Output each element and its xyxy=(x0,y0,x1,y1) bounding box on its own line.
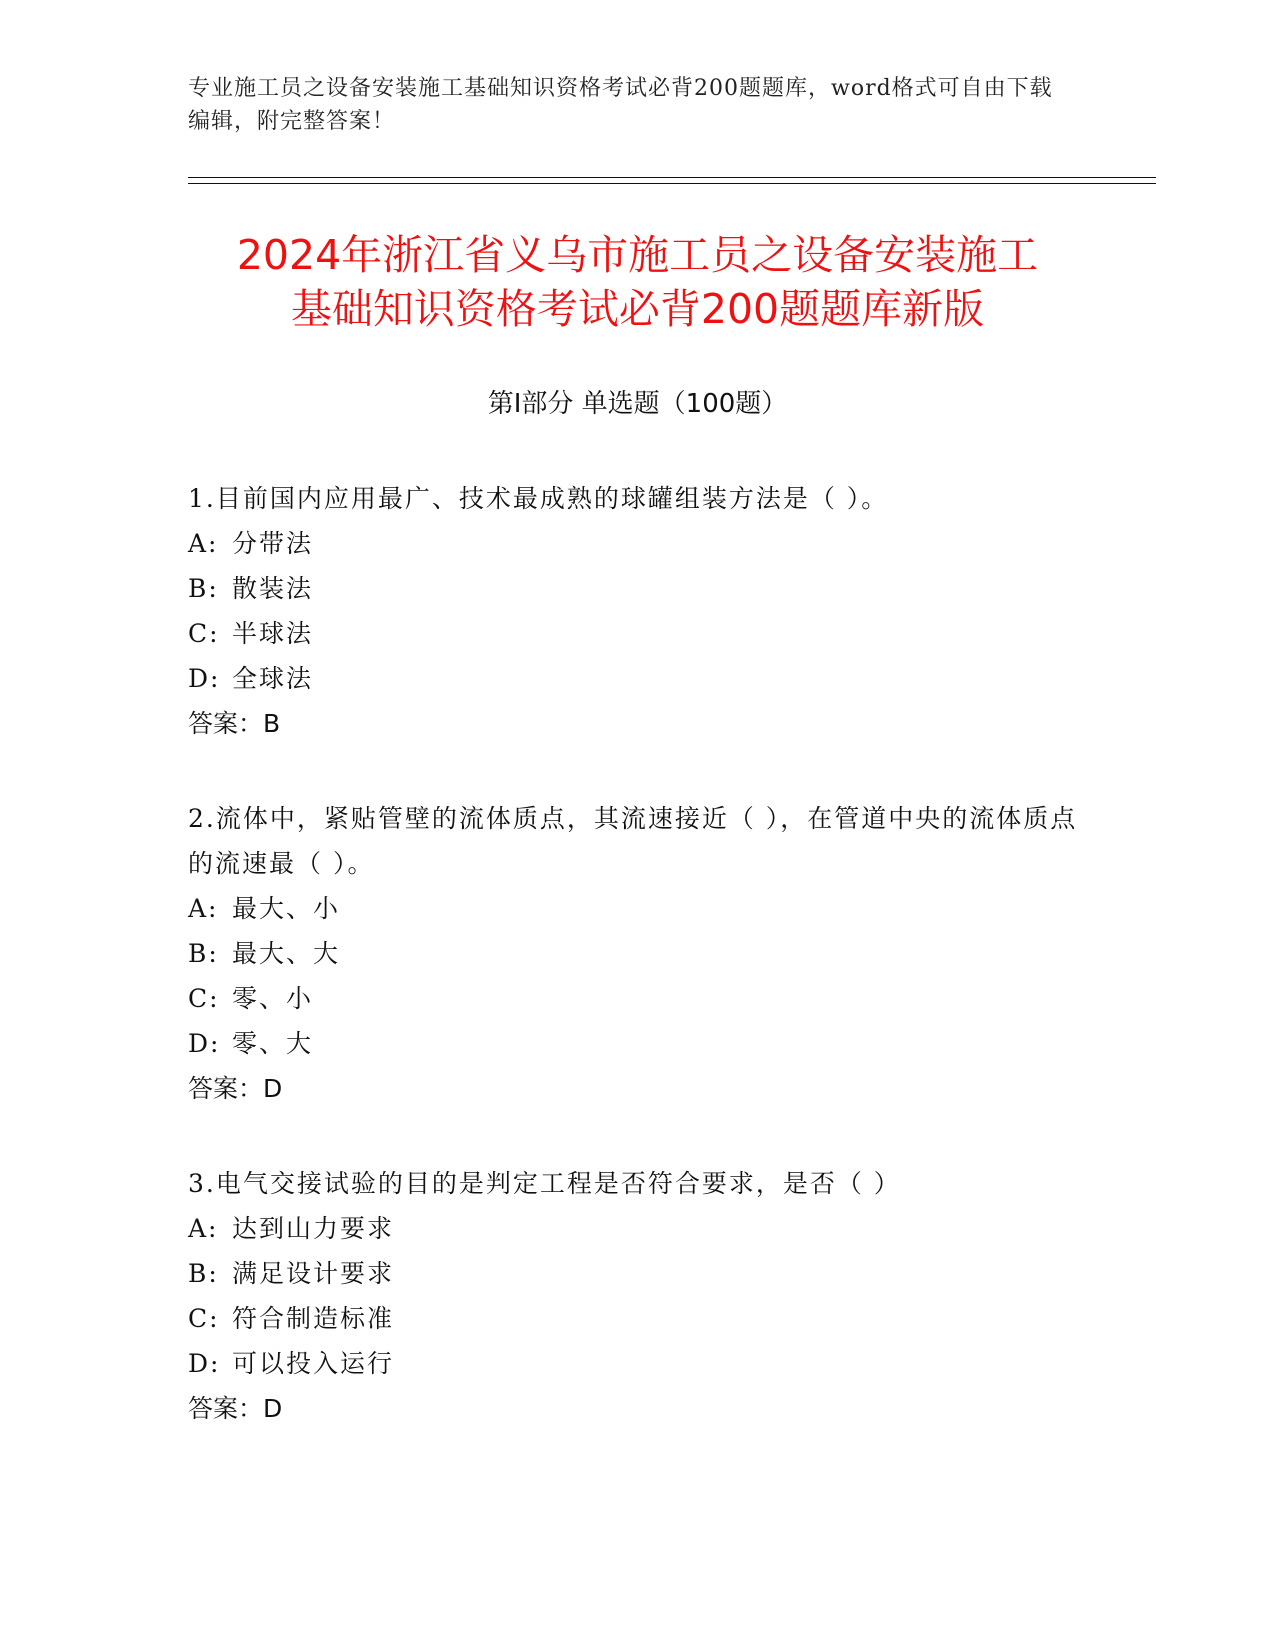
option-text: 满足设计要求 xyxy=(232,1259,395,1288)
option-c xyxy=(188,1296,1088,1341)
answer-label: 答案： xyxy=(188,709,264,738)
option-text: 全球法 xyxy=(232,664,314,693)
option-text: 最大、小 xyxy=(232,894,341,923)
question-stem: 3.电气交接试验的目的是判定工程是否符合要求，是否（ ） xyxy=(188,1169,901,1198)
question-3 xyxy=(188,1161,1088,1431)
option-b xyxy=(188,1251,1088,1296)
answer-line xyxy=(188,1386,1088,1431)
option-key: A: xyxy=(188,529,219,558)
option-b xyxy=(188,931,1088,976)
question-stem: 1.目前国内应用最广、技术最成熟的球罐组装方法是（ ）。 xyxy=(188,484,889,513)
option-key: A: xyxy=(188,1214,219,1243)
option-d xyxy=(188,656,1088,701)
answer-value: D xyxy=(263,1394,283,1423)
option-key: C: xyxy=(188,1304,220,1333)
header-note: 专业施工员之设备安装施工基础知识资格考试必背200题题库，word格式可自由下载编辑，附完整答案！ xyxy=(188,76,1053,134)
question-list xyxy=(188,476,1088,1481)
option-key: B: xyxy=(188,939,219,968)
document-title-line-1: 2024年浙江省义乌市施工员之设备安装施工 xyxy=(236,231,1039,279)
option-text: 符合制造标准 xyxy=(232,1304,395,1333)
answer-label: 答案： xyxy=(188,1394,264,1423)
option-c xyxy=(188,976,1088,1021)
answer-line xyxy=(188,701,1088,746)
option-a xyxy=(188,1206,1088,1251)
option-text: 零、大 xyxy=(232,1029,314,1058)
option-d xyxy=(188,1341,1088,1386)
question-stem: 2.流体中，紧贴管壁的流体质点，其流速接近（ ），在管道中央的流体质点的流速最（ ）。 xyxy=(188,804,1078,878)
option-text: 分带法 xyxy=(232,529,314,558)
option-key: D: xyxy=(188,1029,221,1058)
question-1 xyxy=(188,476,1088,746)
option-d xyxy=(188,1021,1088,1066)
option-text: 散装法 xyxy=(232,574,314,603)
question-2 xyxy=(188,796,1088,1111)
option-text: 可以投入运行 xyxy=(232,1349,395,1378)
option-text: 半球法 xyxy=(232,619,314,648)
document-title-line-2: 基础知识资格考试必背200题题库新版 xyxy=(290,285,985,333)
answer-line xyxy=(188,1066,1088,1111)
option-text: 零、小 xyxy=(232,984,314,1013)
option-key: D: xyxy=(188,1349,221,1378)
header-rule-top xyxy=(188,177,1156,178)
option-key: B: xyxy=(188,1259,219,1288)
option-c xyxy=(188,611,1088,656)
answer-value: B xyxy=(263,709,281,738)
option-text: 达到山力要求 xyxy=(232,1214,395,1243)
option-key: D: xyxy=(188,664,221,693)
option-text: 最大、大 xyxy=(232,939,341,968)
answer-label: 答案： xyxy=(188,1074,264,1103)
document-title xyxy=(0,228,1275,336)
option-a xyxy=(188,886,1088,931)
option-key: C: xyxy=(188,984,220,1013)
option-b xyxy=(188,566,1088,611)
answer-value: D xyxy=(263,1074,283,1103)
section-title: 第Ⅰ部分 单选题（100题） xyxy=(487,389,788,419)
option-key: A: xyxy=(188,894,219,923)
header-rule-bottom xyxy=(188,183,1156,184)
option-key: B: xyxy=(188,574,219,603)
option-key: C: xyxy=(188,619,220,648)
option-a xyxy=(188,521,1088,566)
